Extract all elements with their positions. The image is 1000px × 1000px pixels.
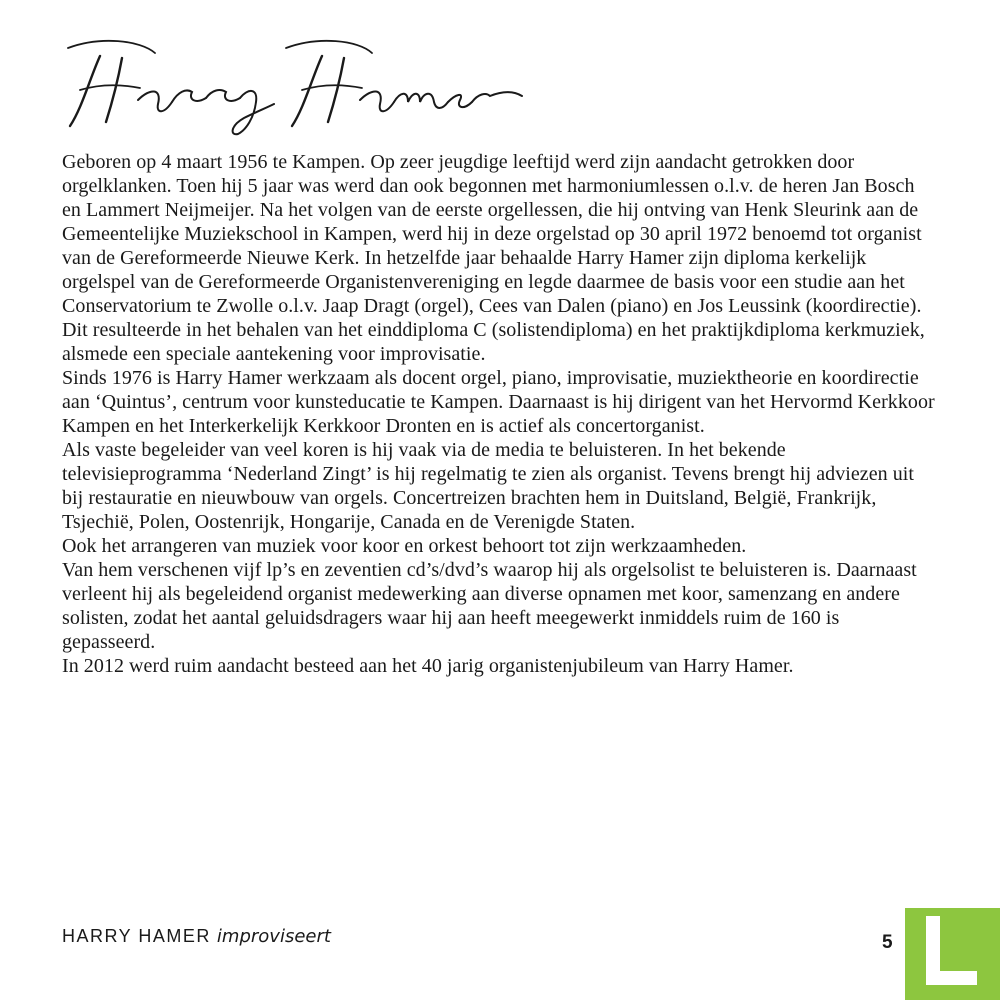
page-number: 5 <box>882 932 893 953</box>
paragraph-5: Van hem verschenen vijf lp’s en zeventien cd’s/dvd’s waarop hij als orgelsolist te beluisteren is. Daarnaast verleent hij als begeleidend organist medewerking aan diverse opnamen met koor, samenzang en andere solisten, zodat het aantal geluidsdragers waar hij aan heeft meegewerkt inmiddels ruim de 160 is gepasseerd. <box>62 559 917 653</box>
paragraph-6: In 2012 werd ruim aandacht besteed aan het 40 jarig organistenjubileum van Harry Hamer. <box>62 655 794 677</box>
watermark-icon <box>905 908 1000 1000</box>
watermark-logo <box>905 908 1000 1000</box>
biography-text <box>62 150 937 678</box>
page-title-script <box>60 18 530 138</box>
handwritten-title <box>60 18 530 138</box>
paragraph-1: Geboren op 4 maart 1956 te Kampen. Op zeer jeugdige leeftijd werd zijn aandacht getrokken door orgelklanken. Toen hij 5 jaar was werd dan ook begonnen met harmoniumlessen o.l.v. de heren Jan Bosch en Lammert Neijmeijer. Na het volgen van de eerste orgellessen, die hij ontving van Henk Sleurink aan de Gemeentelijke Muziekschool in Kampen, werd hij in deze orgelstad op 30 april 1972 benoemd tot organist van de Gereformeerde Nieuwe Kerk. In hetzelfde jaar behaalde Harry Hamer zijn diploma kerkelijk orgelspel van de Gereformeerde Organistenvereniging en legde daarmee de basis voor een studie aan het Conservatorium te Zwolle o.l.v. Jaap Dragt (orgel), Cees van Dalen (piano) en Jos Leussink (koordirectie). Dit resulteerde in het behalen van het einddiploma C (solistendiploma) en het praktijkdiploma kerkmuziek, alsmede een speciale aantekening voor improvisatie. <box>62 151 925 365</box>
running-footer <box>62 924 331 949</box>
paragraph-3: Als vaste begeleider van veel koren is hij vaak via de media te beluisteren. In het bekende televisieprogramma ‘Nederland Zingt’ is hij regelmatig te zien als organist. Tevens brengt hij adviezen uit bij restauratie en nieuwbouw van orgels. Concertreizen brachten hem in Duitsland, België, Frankrijk, Tsjechië, Polen, Oostenrijk, Hongarije, Canada en de Verenigde Staten. <box>62 439 915 533</box>
paragraph-2: Sinds 1976 is Harry Hamer werkzaam als docent orgel, piano, improvisatie, muziektheorie en koordirectie aan ‘Quintus’, centrum voor kunsteducatie te Kampen. Daarnaast is hij dirigent van het Hervormd Kerkkoor Kampen en het Interkerkelijk Kerkkoor Dronten en is actief als concertorganist. <box>62 367 935 437</box>
footer-name: HARRY HAMER <box>62 926 211 946</box>
paragraph-4: Ook het arrangeren van muziek voor koor en orkest behoort tot zijn werkzaamheden. <box>62 535 747 557</box>
footer-subtitle: improviseert <box>216 926 331 947</box>
